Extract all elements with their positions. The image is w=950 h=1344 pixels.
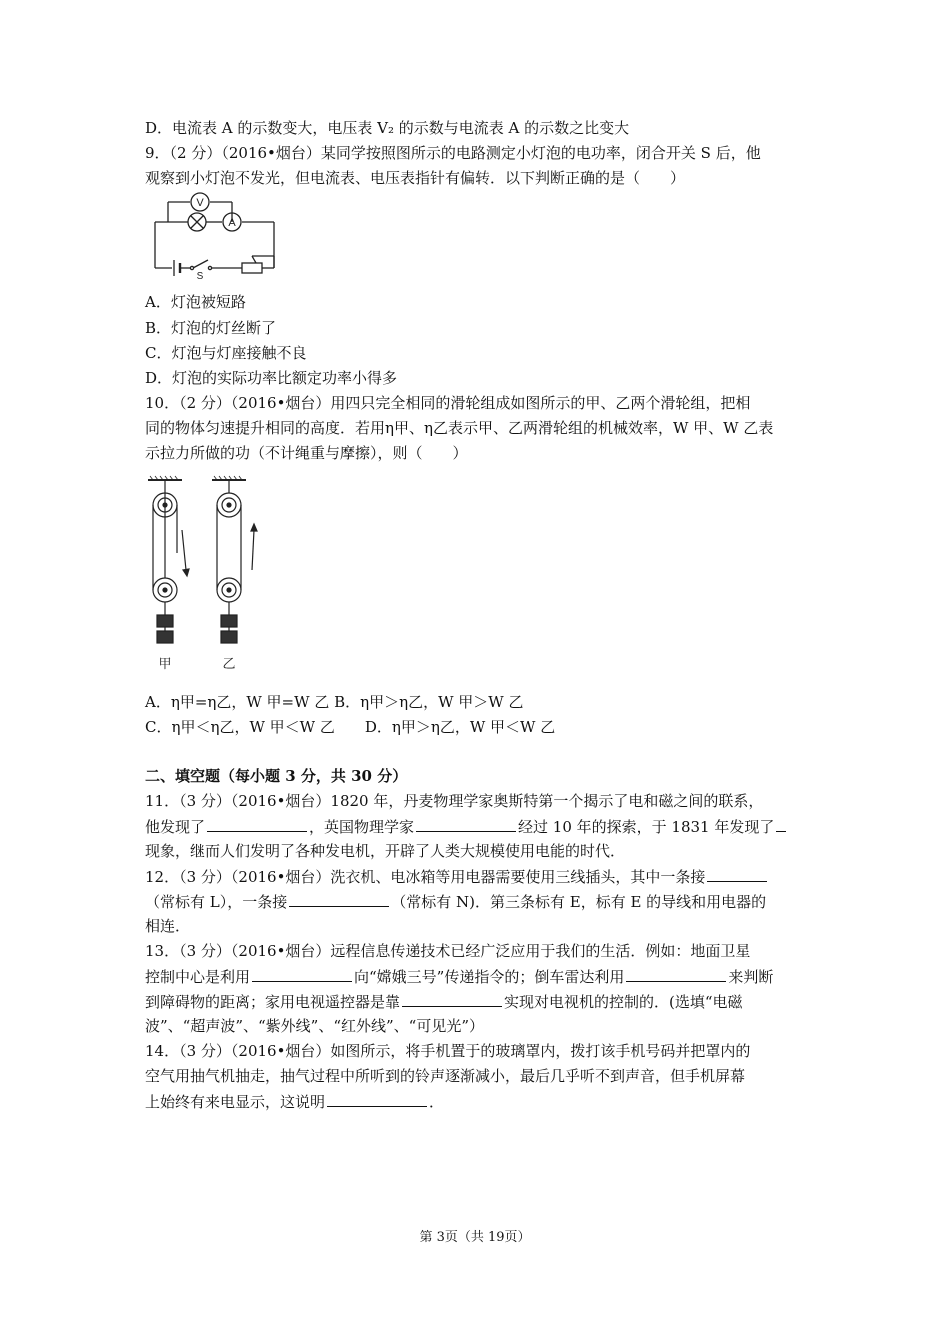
q10-stem-line2: 同的物体匀速提升相同的高度．若用η甲、η乙表示甲、乙两滑轮组的机械效率，W 甲、W 乙表: [145, 419, 774, 437]
q14-blank-1[interactable]: [327, 1091, 427, 1107]
q11-line1: 11．（3 分）（2016•烟台）1820 年，丹麦物理学家奥斯特第一个揭示了电和磁之间的联系，: [145, 792, 764, 810]
q13-text-d: 到障碍物的距离；家用电视遥控器是靠: [145, 993, 401, 1011]
q13-blank-2[interactable]: [626, 966, 726, 982]
q14-text-a: 上始终有来电显示，这说明: [145, 1093, 326, 1111]
q13-text-c: 来判断: [728, 968, 774, 986]
q12-blank-2[interactable]: [289, 891, 389, 907]
q12-text-c: （常标有 N)．第三条标有 E，标有 E 的导线和用电器的: [391, 893, 767, 911]
q13-blank-3[interactable]: [402, 991, 502, 1007]
switch-label: S: [196, 271, 204, 280]
q9-stem-line2: 观察到小灯泡不发光，但电流表、电压表指针有偏转．以下判断正确的是（ ）: [145, 169, 686, 187]
q10-options-line2: C．η甲＜η乙，W 甲＜W 乙 D．η甲＞η乙，W 甲＜W 乙: [145, 718, 556, 736]
q11-blank-2[interactable]: [416, 816, 516, 832]
q14-line2: 空气用抽气机抽走，抽气过程中所听到的铃声逐渐减小，最后几乎听不到声音，但手机屏幕: [145, 1067, 746, 1085]
q13-line1: 13．（3 分）（2016•烟台）远程信息传递技术已经广泛应用于我们的生活．例如：地面卫星: [145, 942, 751, 960]
q14-line1: 14．（3 分）（2016•烟台）如图所示，将手机置于的玻璃罩内，拨打该手机号码并把罩内的: [145, 1042, 751, 1060]
q11-blank-1[interactable]: [207, 816, 307, 832]
q13-text-b: 向“嫦娥三号”传递指令的；倒车雷达利用: [354, 968, 625, 986]
q13-text-e: 实现对电视机的控制的．(选填“电磁: [504, 993, 743, 1011]
q9-option-d: D．灯泡的实际功率比额定功率小得多: [145, 369, 398, 387]
q11-blank-3[interactable]: [776, 816, 786, 832]
q13-line4: 波”、“超声波”、“紫外线”、“红外线”、“可见光”）: [145, 1017, 485, 1035]
q13-blank-1[interactable]: [252, 966, 352, 982]
q12-text-b: （常标有 L），一条接: [145, 893, 288, 911]
ammeter-label: A: [228, 217, 236, 229]
q11-line2: [145, 816, 788, 837]
q11-text-b: ，英国物理学家: [309, 818, 415, 836]
q13-line3: [145, 991, 743, 1012]
q11-line3: 现象，继而人们发明了各种发电机，开辟了人类大规模使用电能的时代．: [145, 842, 626, 860]
q10-stem-line3: 示拉力所做的功（不计绳重与摩擦），则（ ）: [145, 444, 468, 462]
q8-option-d: D．电流表 A 的示数变大，电压表 V₂ 的示数与电流表 A 的示数之比变大: [145, 119, 630, 137]
q11-text-a: 他发现了: [145, 818, 206, 836]
q13-text-a: 控制中心是利用: [145, 968, 251, 986]
q10-options-line1: A．η甲=η乙，W 甲=W 乙 B．η甲＞η乙，W 甲＞W 乙: [145, 693, 524, 711]
page-footer: 第 3页（共 19页）: [419, 1230, 531, 1245]
q9-option-a: A．灯泡被短路: [145, 293, 246, 311]
voltmeter-label: V: [196, 197, 204, 209]
q14-text-b: ．: [429, 1093, 445, 1111]
pulley-right-label: 乙: [222, 657, 236, 672]
q9-stem-line1: 9．（2 分）（2016•烟台）某同学按照图所示的电路测定小灯泡的电功率，闭合开关 S 后，他: [145, 144, 761, 162]
q12-line2: [145, 891, 766, 912]
q13-line2: [145, 966, 773, 987]
q9-option-b: B．灯泡的灯丝断了: [145, 319, 277, 337]
q12-line1: [145, 866, 769, 887]
q14-line3: [145, 1091, 444, 1112]
q11-text-c: 经过 10 年的探索，于 1831 年发现了: [518, 818, 775, 836]
q12-blank-1[interactable]: [707, 866, 767, 882]
q12-line3: 相连．: [145, 917, 191, 935]
q10-stem-line1: 10．（2 分）（2016•烟台）用四只完全相同的滑轮组成如图所示的甲、乙两个滑轮组，把相: [145, 394, 751, 412]
q10-pulley-diagram: [140, 475, 270, 675]
q12-text-a: 12．（3 分）（2016•烟台）洗衣机、电冰箱等用电器需要使用三线插头，其中一条接: [145, 868, 706, 886]
section-2-heading: 二、填空题（每小题 3 分，共 30 分）: [145, 767, 408, 785]
pulley-left-label: 甲: [158, 657, 172, 672]
q9-circuit-diagram: [150, 190, 278, 280]
q9-option-c: C．灯泡与灯座接触不良: [145, 344, 307, 362]
